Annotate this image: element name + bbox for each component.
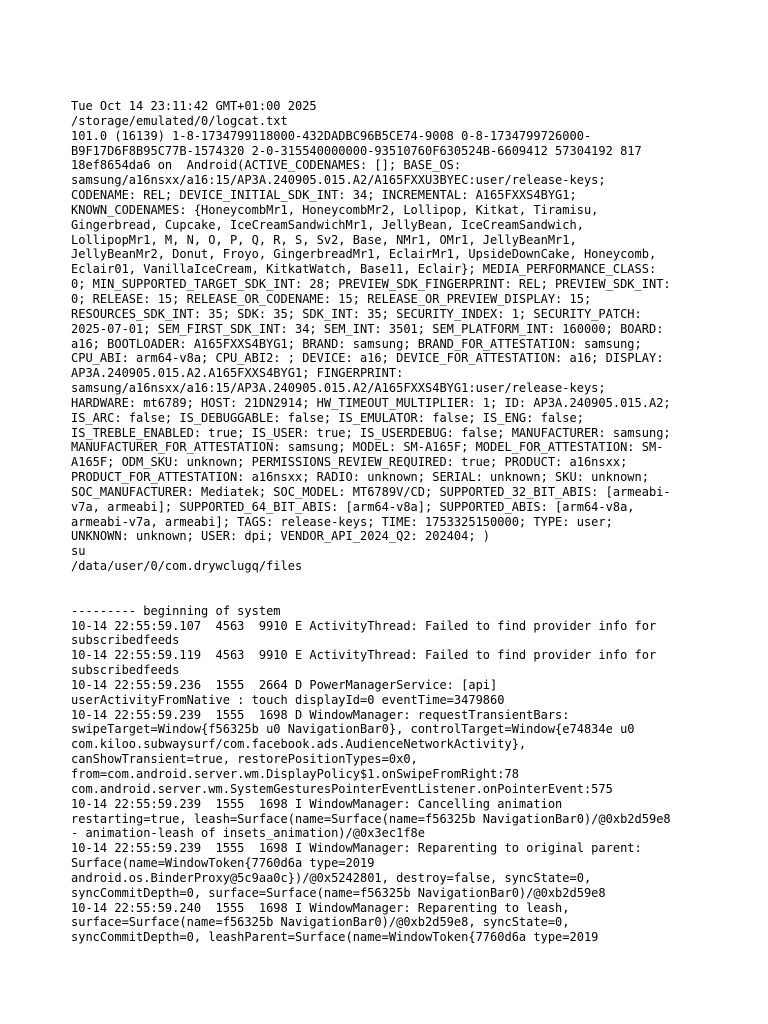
header-line: UNKNOWN: unknown; USER: dpi; VENDOR_API_2024_Q2: 202404; ) (71, 529, 491, 544)
header-line: AP3A.240905.015.A2.A165FXXS4BYG1; FINGERPRINT: (71, 366, 404, 381)
log-line: Surface(name=WindowToken{7760d6a type=2019 (71, 856, 375, 871)
header-line: 0; RELEASE: 15; RELEASE_OR_CODENAME: 15; RELEASE_OR_PREVIEW_DISPLAY: 15; (71, 291, 592, 306)
log-line: --------- beginning of system (71, 603, 281, 618)
log-line: userActivityFromNative : touch displayId=0 eventTime=3479860 (71, 692, 505, 707)
log-line: 10-14 22:55:59.239 1555 1698 D WindowManager: requestTransientBars: (71, 707, 570, 722)
header-line: KNOWN_CODENAMES: {HoneycombMr1, HoneycombMr2, Lollipop, Kitkat, Tiramisu, (71, 202, 599, 217)
header-line: a16; BOOTLOADER: A165FXXS4BYG1; BRAND: samsung; BRAND_FOR_ATTESTATION: samsung; (71, 336, 642, 351)
header-line: 18ef8654da6 on Android(ACTIVE_CODENAMES: []; BASE_OS: (71, 158, 462, 173)
header-line: CODENAME: REL; DEVICE_INITIAL_SDK_INT: 34; INCREMENTAL: A165FXXS4BYG1; (71, 188, 577, 203)
log-line: 10-14 22:55:59.240 1555 1698 I WindowManager: Reparenting to leash, (71, 900, 570, 915)
log-line: com.kiloo.subwaysurf/com.facebook.ads.AudienceNetworkActivity}, (71, 737, 527, 752)
header-line: /data/user/0/com.drywclugq/files (71, 559, 303, 574)
header-line: PRODUCT_FOR_ATTESTATION: a16nsxx; RADIO: unknown; SERIAL: unknown; SKU: unknown; (71, 470, 649, 485)
log-line: com.android.server.wm.SystemGesturesPointerEventListener.onPointerEvent:575 (71, 781, 613, 796)
log-line: syncCommitDepth=0, leashParent=Surface(name=WindowToken{7760d6a type=2019 (71, 930, 599, 945)
log-line: android.os.BinderProxy@5c9aa0c})/@0x5242801, destroy=false, syncState=0, (71, 870, 592, 885)
header-line: CPU_ABI: arm64-v8a; CPU_ABI2: ; DEVICE: a16; DEVICE_FOR_ATTESTATION: a16; DISPLAY: (71, 351, 664, 366)
header-line: A165F; ODM_SKU: unknown; PERMISSIONS_REVIEW_REQUIRED: true; PRODUCT: a16nsxx; (71, 455, 628, 470)
header-line: IS_ARC: false; IS_DEBUGGABLE: false; IS_EMULATOR: false; IS_ENG: false; (71, 410, 584, 425)
log-text-body (71, 99, 711, 945)
log-line: 10-14 22:55:59.119 4563 9910 E ActivityThread: Failed to find provider info for (71, 648, 657, 663)
header-line: JellyBeanMr2, Donut, Froyo, GingerbreadMr1, EclairMr1, UpsideDownCake, Honeycomb, (71, 247, 657, 262)
header-line: SOC_MANUFACTURER: Mediatek; SOC_MODEL: MT6789V/CD; SUPPORTED_32_BIT_ABIS: [armeabi- (71, 484, 671, 499)
log-line: 10-14 22:55:59.236 1555 2664 D PowerManagerService: [api] (71, 677, 498, 692)
log-line: surface=Surface(name=f56325b NavigationBar0)/@0xb2d59e8, syncState=0, (71, 915, 570, 930)
header-line: samsung/a16nsxx/a16:15/AP3A.240905.015.A2/A165FXXU3BYEC:user/release-keys; (71, 173, 606, 188)
header-line: RESOURCES_SDK_INT: 35; SDK: 35; SDK_INT: 35; SECURITY_INDEX: 1; SECURITY_PATCH: (71, 306, 642, 321)
log-line: restarting=true, leash=Surface(name=Surface(name=f56325b NavigationBar0)/@0xb2d59e8 (71, 811, 671, 826)
header-line: B9F17D6F8B95C77B-1574320 2-0-315540000000-93510760F630524B-6609412 57304192 817 (71, 143, 642, 158)
log-line: 10-14 22:55:59.107 4563 9910 E ActivityThread: Failed to find provider info for (71, 618, 657, 633)
header-line: 0; MIN_SUPPORTED_TARGET_SDK_INT: 28; PREVIEW_SDK_FINGERPRINT: REL; PREVIEW_SDK_INT: (71, 277, 671, 292)
header-line: Gingerbread, Cupcake, IceCreamSandwichMr1, JellyBean, IceCreamSandwich, (71, 217, 584, 232)
header-line: su (71, 544, 86, 559)
header-line: Eclair01, VanillaIceCream, KitkatWatch, Base11, Eclair}; MEDIA_PERFORMANCE_CLASS: (71, 262, 657, 277)
log-line: syncCommitDepth=0, surface=Surface(name=f56325b NavigationBar0)/@0xb2d59e8 (71, 885, 606, 900)
log-line: swipeTarget=Window{f56325b u0 NavigationBar0}, controlTarget=Window{e74834e u0 (71, 722, 635, 737)
log-line: 10-14 22:55:59.239 1555 1698 I WindowManager: Reparenting to original parent: (71, 841, 642, 856)
header-line: 101.0 (16139) 1-8-1734799118000-432DADBC96B5CE74-9008 0-8-1734799726000- (71, 128, 592, 143)
header-line: IS_TREBLE_ENABLED: true; IS_USER: true; IS_USERDEBUG: false; MANUFACTURER: samsung; (71, 425, 671, 440)
log-line: from=com.android.server.wm.DisplayPolicy$1.onSwipeFromRight:78 (71, 766, 519, 781)
log-line: 10-14 22:55:59.239 1555 1698 I WindowManager: Cancelling animation (71, 796, 563, 811)
header-line: v7a, armeabi]; SUPPORTED_64_BIT_ABIS: [arm64-v8a]; SUPPORTED_ABIS: [arm64-v8a, (71, 499, 635, 514)
header-line: MANUFACTURER_FOR_ATTESTATION: samsung; MODEL: SM-A165F; MODEL_FOR_ATTESTATION: SM- (71, 440, 664, 455)
header-line: 2025-07-01; SEM_FIRST_SDK_INT: 34; SEM_INT: 3501; SEM_PLATFORM_INT: 160000; BOARD: (71, 321, 664, 336)
log-line: subscribedfeeds (71, 663, 180, 678)
header-line: Tue Oct 14 23:11:42 GMT+01:00 2025 (71, 99, 317, 113)
header-line: HARDWARE: mt6789; HOST: 21DN2914; HW_TIMEOUT_MULTIPLIER: 1; ID: AP3A.240905.015.A2; (71, 395, 671, 410)
header-line: samsung/a16nsxx/a16:15/AP3A.240905.015.A2/A165FXXS4BYG1:user/release-keys; (71, 381, 606, 396)
log-line: canShowTransient=true, restorePositionTypes=0x0, (71, 752, 418, 767)
header-line: /storage/emulated/0/logcat.txt (71, 113, 288, 128)
header-line: LollipopMr1, M, N, O, P, Q, R, S, Sv2, Base, NMr1, OMr1, JellyBeanMr1, (71, 232, 577, 247)
log-line: - animation-leash of insets_animation)/@0x3ec1f8e (71, 826, 426, 841)
log-line: subscribedfeeds (71, 633, 180, 648)
header-line: armeabi-v7a, armeabi]; TAGS: release-keys; TIME: 1753325150000; TYPE: user; (71, 514, 613, 529)
